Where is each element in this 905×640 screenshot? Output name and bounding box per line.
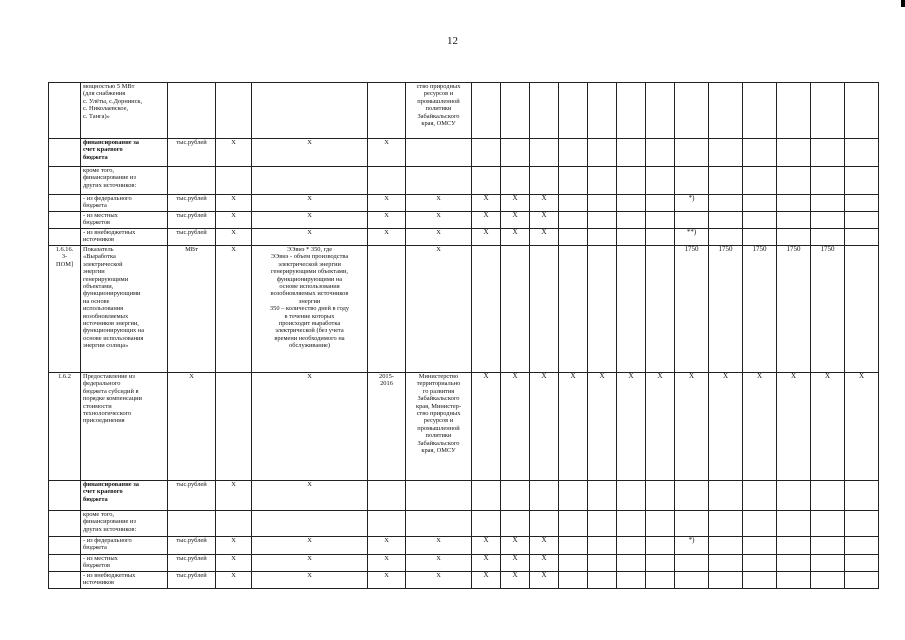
- table-cell: [777, 537, 811, 555]
- table-cell: [845, 555, 879, 572]
- table-cell: [845, 212, 879, 229]
- table-cell: X: [406, 537, 472, 555]
- table-cell: [845, 83, 879, 139]
- table-cell: [588, 246, 617, 373]
- table-cell: 1750: [675, 246, 709, 373]
- table-cell: [49, 229, 81, 246]
- table-cell: [168, 83, 216, 139]
- table-cell: [588, 229, 617, 246]
- table-cell: тыс.рублей: [168, 555, 216, 572]
- table-cell: [709, 212, 743, 229]
- table-cell: [777, 83, 811, 139]
- table-cell: [845, 572, 879, 589]
- table-cell: [845, 195, 879, 212]
- table-cell: [588, 139, 617, 167]
- table-cell: [811, 139, 845, 167]
- table-cell: [49, 572, 81, 589]
- table-cell: X: [216, 537, 252, 555]
- table-cell: X: [646, 373, 675, 481]
- table-row: [49, 481, 879, 511]
- table-cell: [845, 537, 879, 555]
- table-cell: [617, 167, 646, 195]
- table-cell: [811, 195, 845, 212]
- table-cell: [646, 83, 675, 139]
- table-cell: [216, 167, 252, 195]
- table-cell: X: [406, 246, 472, 373]
- table-cell: X: [252, 373, 368, 481]
- table-cell: [845, 481, 879, 511]
- table-cell: 1.6.2: [49, 373, 81, 481]
- table-cell: X: [168, 373, 216, 481]
- table-cell: X: [501, 555, 530, 572]
- table-cell: X: [472, 229, 501, 246]
- table-cell: X: [216, 481, 252, 511]
- table-cell: X: [472, 212, 501, 229]
- table-cell: [472, 83, 501, 139]
- table-cell: мощностью 5 МВт (для снабжения с. Улёты, с.Дорнинск, с. Николаевское, с. Танга)»: [81, 83, 168, 139]
- table-cell: [646, 246, 675, 373]
- table-cell: [743, 572, 777, 589]
- table-cell: X: [472, 373, 501, 481]
- table-cell: [559, 572, 588, 589]
- table-cell: [49, 83, 81, 139]
- table-cell: 1750: [811, 246, 845, 373]
- table-cell: [646, 167, 675, 195]
- table-cell: ство природных ресурсов и промышленной политики Забайкальского края, ОМСУ: [406, 83, 472, 139]
- table-cell: [811, 537, 845, 555]
- table-cell: [368, 83, 406, 139]
- table-cell: [252, 167, 368, 195]
- table-cell: [530, 139, 559, 167]
- table-row: [49, 167, 879, 195]
- table-cell: - из федерального бюджета: [81, 195, 168, 212]
- table-cell: [646, 195, 675, 212]
- table-cell: X: [368, 555, 406, 572]
- table-cell: X: [811, 373, 845, 481]
- table-cell: 1750: [709, 246, 743, 373]
- table-cell: [675, 555, 709, 572]
- table-cell: X: [588, 373, 617, 481]
- table-cell: X: [216, 229, 252, 246]
- table-cell: X: [406, 212, 472, 229]
- table-cell: [588, 481, 617, 511]
- table-cell: [845, 511, 879, 537]
- table-cell: [777, 511, 811, 537]
- table-cell: кроме того, финансирование из других источников:: [81, 167, 168, 195]
- table-cell: X: [472, 537, 501, 555]
- table-cell: X: [530, 212, 559, 229]
- table-cell: финансирование за счет краевого бюджета: [81, 139, 168, 167]
- table-cell: [472, 139, 501, 167]
- table-cell: [49, 212, 81, 229]
- table-cell: X: [216, 195, 252, 212]
- table-cell: [49, 481, 81, 511]
- table-cell: [646, 481, 675, 511]
- table-row: [49, 83, 879, 139]
- program-table: [48, 82, 879, 589]
- table-cell: [845, 167, 879, 195]
- table-cell: X: [617, 373, 646, 481]
- table-cell: [406, 511, 472, 537]
- table-cell: [588, 511, 617, 537]
- table-cell: Показатель «Выработка электрической энергии генерирующими объектами, функционирующими на основе использования возобновляемых источников энергии, функционирующих на основе использования энергии солнца»: [81, 246, 168, 373]
- table-cell: тыс.рублей: [168, 229, 216, 246]
- table-cell: [675, 511, 709, 537]
- table-cell: [472, 511, 501, 537]
- table-cell: [368, 511, 406, 537]
- table-cell: тыс.рублей: [168, 195, 216, 212]
- table-cell: [743, 139, 777, 167]
- table-cell: X: [501, 373, 530, 481]
- table-cell: [588, 167, 617, 195]
- table-cell: [588, 537, 617, 555]
- table-cell: [406, 167, 472, 195]
- table-cell: [216, 373, 252, 481]
- table-cell: [588, 212, 617, 229]
- table-cell: [617, 139, 646, 167]
- table-cell: [777, 212, 811, 229]
- table-cell: X: [472, 572, 501, 589]
- table-cell: [743, 167, 777, 195]
- table-cell: [777, 572, 811, 589]
- table-cell: [709, 139, 743, 167]
- table-cell: X: [368, 139, 406, 167]
- table-cell: X: [559, 373, 588, 481]
- table-cell: [617, 195, 646, 212]
- table-cell: [646, 212, 675, 229]
- table-cell: X: [472, 555, 501, 572]
- table-cell: [617, 246, 646, 373]
- table-cell: X: [406, 555, 472, 572]
- table-cell: X: [406, 195, 472, 212]
- table-cell: [743, 481, 777, 511]
- table-cell: [675, 212, 709, 229]
- table-cell: - из местных бюджетов: [81, 212, 168, 229]
- table-cell: [777, 229, 811, 246]
- table-cell: X: [252, 195, 368, 212]
- table-cell: X: [368, 229, 406, 246]
- table-cell: [588, 572, 617, 589]
- table-cell: [559, 229, 588, 246]
- table-cell: X: [406, 572, 472, 589]
- table-cell: X: [252, 481, 368, 511]
- table-cell: [472, 167, 501, 195]
- table-cell: *): [675, 537, 709, 555]
- table-cell: X: [368, 537, 406, 555]
- table-cell: X: [501, 195, 530, 212]
- table-cell: [709, 481, 743, 511]
- table-cell: [216, 511, 252, 537]
- table-cell: тыс.рублей: [168, 572, 216, 589]
- table-row: [49, 537, 879, 555]
- table-cell: X: [252, 572, 368, 589]
- table-cell: - из внебюджетных источников: [81, 229, 168, 246]
- table-cell: [743, 195, 777, 212]
- table-cell: X: [472, 195, 501, 212]
- table-row: [49, 572, 879, 589]
- table-cell: [811, 572, 845, 589]
- table-row: [49, 555, 879, 572]
- table-cell: [675, 167, 709, 195]
- table-cell: [501, 246, 530, 373]
- table-cell: X: [501, 229, 530, 246]
- table-cell: X: [530, 229, 559, 246]
- table-cell: X: [501, 212, 530, 229]
- table-cell: [559, 139, 588, 167]
- table-cell: тыс.рублей: [168, 139, 216, 167]
- table-cell: [811, 511, 845, 537]
- table-row: [49, 195, 879, 212]
- table-cell: [252, 83, 368, 139]
- table-cell: кроме того, финансирование из других источников:: [81, 511, 168, 537]
- table-cell: [646, 511, 675, 537]
- table-cell: [617, 555, 646, 572]
- table-row: [49, 139, 879, 167]
- table-cell: [49, 511, 81, 537]
- table-cell: [811, 229, 845, 246]
- table-cell: [709, 572, 743, 589]
- table-cell: финансирование за счет краевого бюджета: [81, 481, 168, 511]
- page-corner-mark: [901, 0, 905, 7]
- table-cell: [777, 139, 811, 167]
- table-cell: [845, 229, 879, 246]
- table-cell: X: [501, 572, 530, 589]
- table-cell: 1750: [777, 246, 811, 373]
- table-cell: [811, 212, 845, 229]
- table-cell: [49, 195, 81, 212]
- table-cell: [559, 195, 588, 212]
- table-cell: - из федерального бюджета: [81, 537, 168, 555]
- table-cell: [675, 139, 709, 167]
- table-cell: [743, 537, 777, 555]
- table-cell: [617, 83, 646, 139]
- table-row: [49, 246, 879, 373]
- table-cell: [709, 167, 743, 195]
- page-number: 12: [447, 35, 458, 47]
- table-cell: [559, 511, 588, 537]
- table-cell: [530, 511, 559, 537]
- table-cell: Предоставление из федерального бюджета субсидий в порядке компенсации стоимости технологического присоединения: [81, 373, 168, 481]
- table-cell: X: [530, 555, 559, 572]
- table-cell: [559, 246, 588, 373]
- table-cell: X: [216, 246, 252, 373]
- table-cell: [709, 555, 743, 572]
- table-cell: [216, 83, 252, 139]
- table-cell: 1750: [743, 246, 777, 373]
- table-cell: [368, 246, 406, 373]
- table-cell: [472, 481, 501, 511]
- table-cell: [406, 139, 472, 167]
- table-cell: [646, 537, 675, 555]
- table-cell: - из внебюджетных источников: [81, 572, 168, 589]
- table-cell: [845, 246, 879, 373]
- table-cell: X: [530, 373, 559, 481]
- table-cell: [501, 139, 530, 167]
- table-cell: X: [368, 572, 406, 589]
- table-cell: ЭЭвиэ * 350, где ЭЭвиэ - объем производства электрической энергии генерирующими объектами, функционирующими на основе использования возобновляемых источников энергии 350 – количество дней в году в течение которых происходит выработка электрической (без учета времени необходимого на обслуживание): [252, 246, 368, 373]
- table-cell: X: [368, 195, 406, 212]
- table-cell: [168, 511, 216, 537]
- table-cell: [646, 572, 675, 589]
- table-cell: [617, 229, 646, 246]
- table-row: [49, 511, 879, 537]
- table-cell: [617, 572, 646, 589]
- table-cell: [368, 481, 406, 511]
- table-cell: X: [216, 572, 252, 589]
- table-cell: 1.6.16. 3- ПОМ]: [49, 246, 81, 373]
- table-cell: [617, 481, 646, 511]
- table-cell: [559, 83, 588, 139]
- table-cell: X: [743, 373, 777, 481]
- table-cell: X: [216, 212, 252, 229]
- table-cell: тыс.рублей: [168, 481, 216, 511]
- table-cell: [501, 83, 530, 139]
- table-cell: [559, 537, 588, 555]
- table-cell: [646, 555, 675, 572]
- table-cell: [49, 139, 81, 167]
- table-cell: 2015- 2016: [368, 373, 406, 481]
- table-cell: [501, 167, 530, 195]
- table-cell: [501, 511, 530, 537]
- table-cell: [617, 537, 646, 555]
- table-cell: [49, 167, 81, 195]
- table-cell: X: [216, 139, 252, 167]
- table-cell: [588, 555, 617, 572]
- table-cell: X: [777, 373, 811, 481]
- table-cell: [617, 212, 646, 229]
- table-cell: X: [252, 537, 368, 555]
- table-cell: [777, 167, 811, 195]
- table-cell: [49, 555, 81, 572]
- table-cell: X: [216, 555, 252, 572]
- table-cell: [368, 167, 406, 195]
- table-cell: X: [252, 139, 368, 167]
- table-cell: [530, 167, 559, 195]
- table-cell: [588, 195, 617, 212]
- table-cell: X: [530, 537, 559, 555]
- table-cell: X: [501, 537, 530, 555]
- table-cell: [743, 212, 777, 229]
- table-cell: [559, 167, 588, 195]
- table-cell: [709, 83, 743, 139]
- table-cell: [743, 555, 777, 572]
- table-cell: [743, 229, 777, 246]
- table-cell: X: [252, 229, 368, 246]
- table-cell: X: [675, 373, 709, 481]
- table-cell: [675, 83, 709, 139]
- table-cell: [646, 139, 675, 167]
- table-cell: [530, 246, 559, 373]
- table-cell: [811, 555, 845, 572]
- table-cell: [743, 83, 777, 139]
- table-cell: [501, 481, 530, 511]
- table-cell: тыс.рублей: [168, 537, 216, 555]
- table-cell: [617, 511, 646, 537]
- table-row: [49, 373, 879, 481]
- table-cell: [530, 83, 559, 139]
- table-cell: X: [252, 212, 368, 229]
- table-row: [49, 212, 879, 229]
- table-cell: X: [530, 195, 559, 212]
- table-cell: [811, 83, 845, 139]
- table-cell: X: [845, 373, 879, 481]
- table-cell: [777, 195, 811, 212]
- table-cell: [406, 481, 472, 511]
- table-cell: тыс.рублей: [168, 212, 216, 229]
- table-cell: [472, 246, 501, 373]
- table-cell: [811, 481, 845, 511]
- table-cell: X: [530, 572, 559, 589]
- table-cell: X: [709, 373, 743, 481]
- table-cell: [811, 167, 845, 195]
- table-cell: [646, 229, 675, 246]
- table-cell: - из местных бюджетов: [81, 555, 168, 572]
- table-cell: Министерство территориально го развития Забайкальского края, Министер- ство природных ресурсов и промышленной политики Забайкальского края, ОМСУ: [406, 373, 472, 481]
- table-cell: [49, 537, 81, 555]
- table-row: [49, 229, 879, 246]
- table-cell: МВт: [168, 246, 216, 373]
- table-cell: [675, 572, 709, 589]
- table-cell: [777, 555, 811, 572]
- table-cell: [675, 481, 709, 511]
- table-cell: **): [675, 229, 709, 246]
- table-cell: [252, 511, 368, 537]
- table-cell: [530, 481, 559, 511]
- table-cell: [559, 555, 588, 572]
- table-cell: [709, 229, 743, 246]
- table-cell: [743, 511, 777, 537]
- table-cell: [777, 481, 811, 511]
- table-cell: X: [368, 212, 406, 229]
- table-cell: [709, 511, 743, 537]
- table-cell: [845, 139, 879, 167]
- table-cell: [559, 212, 588, 229]
- table-cell: [709, 195, 743, 212]
- table-cell: [168, 167, 216, 195]
- table-cell: *): [675, 195, 709, 212]
- table-cell: [709, 537, 743, 555]
- table-cell: X: [252, 555, 368, 572]
- table-cell: [588, 83, 617, 139]
- table-cell: X: [406, 229, 472, 246]
- table-cell: [559, 481, 588, 511]
